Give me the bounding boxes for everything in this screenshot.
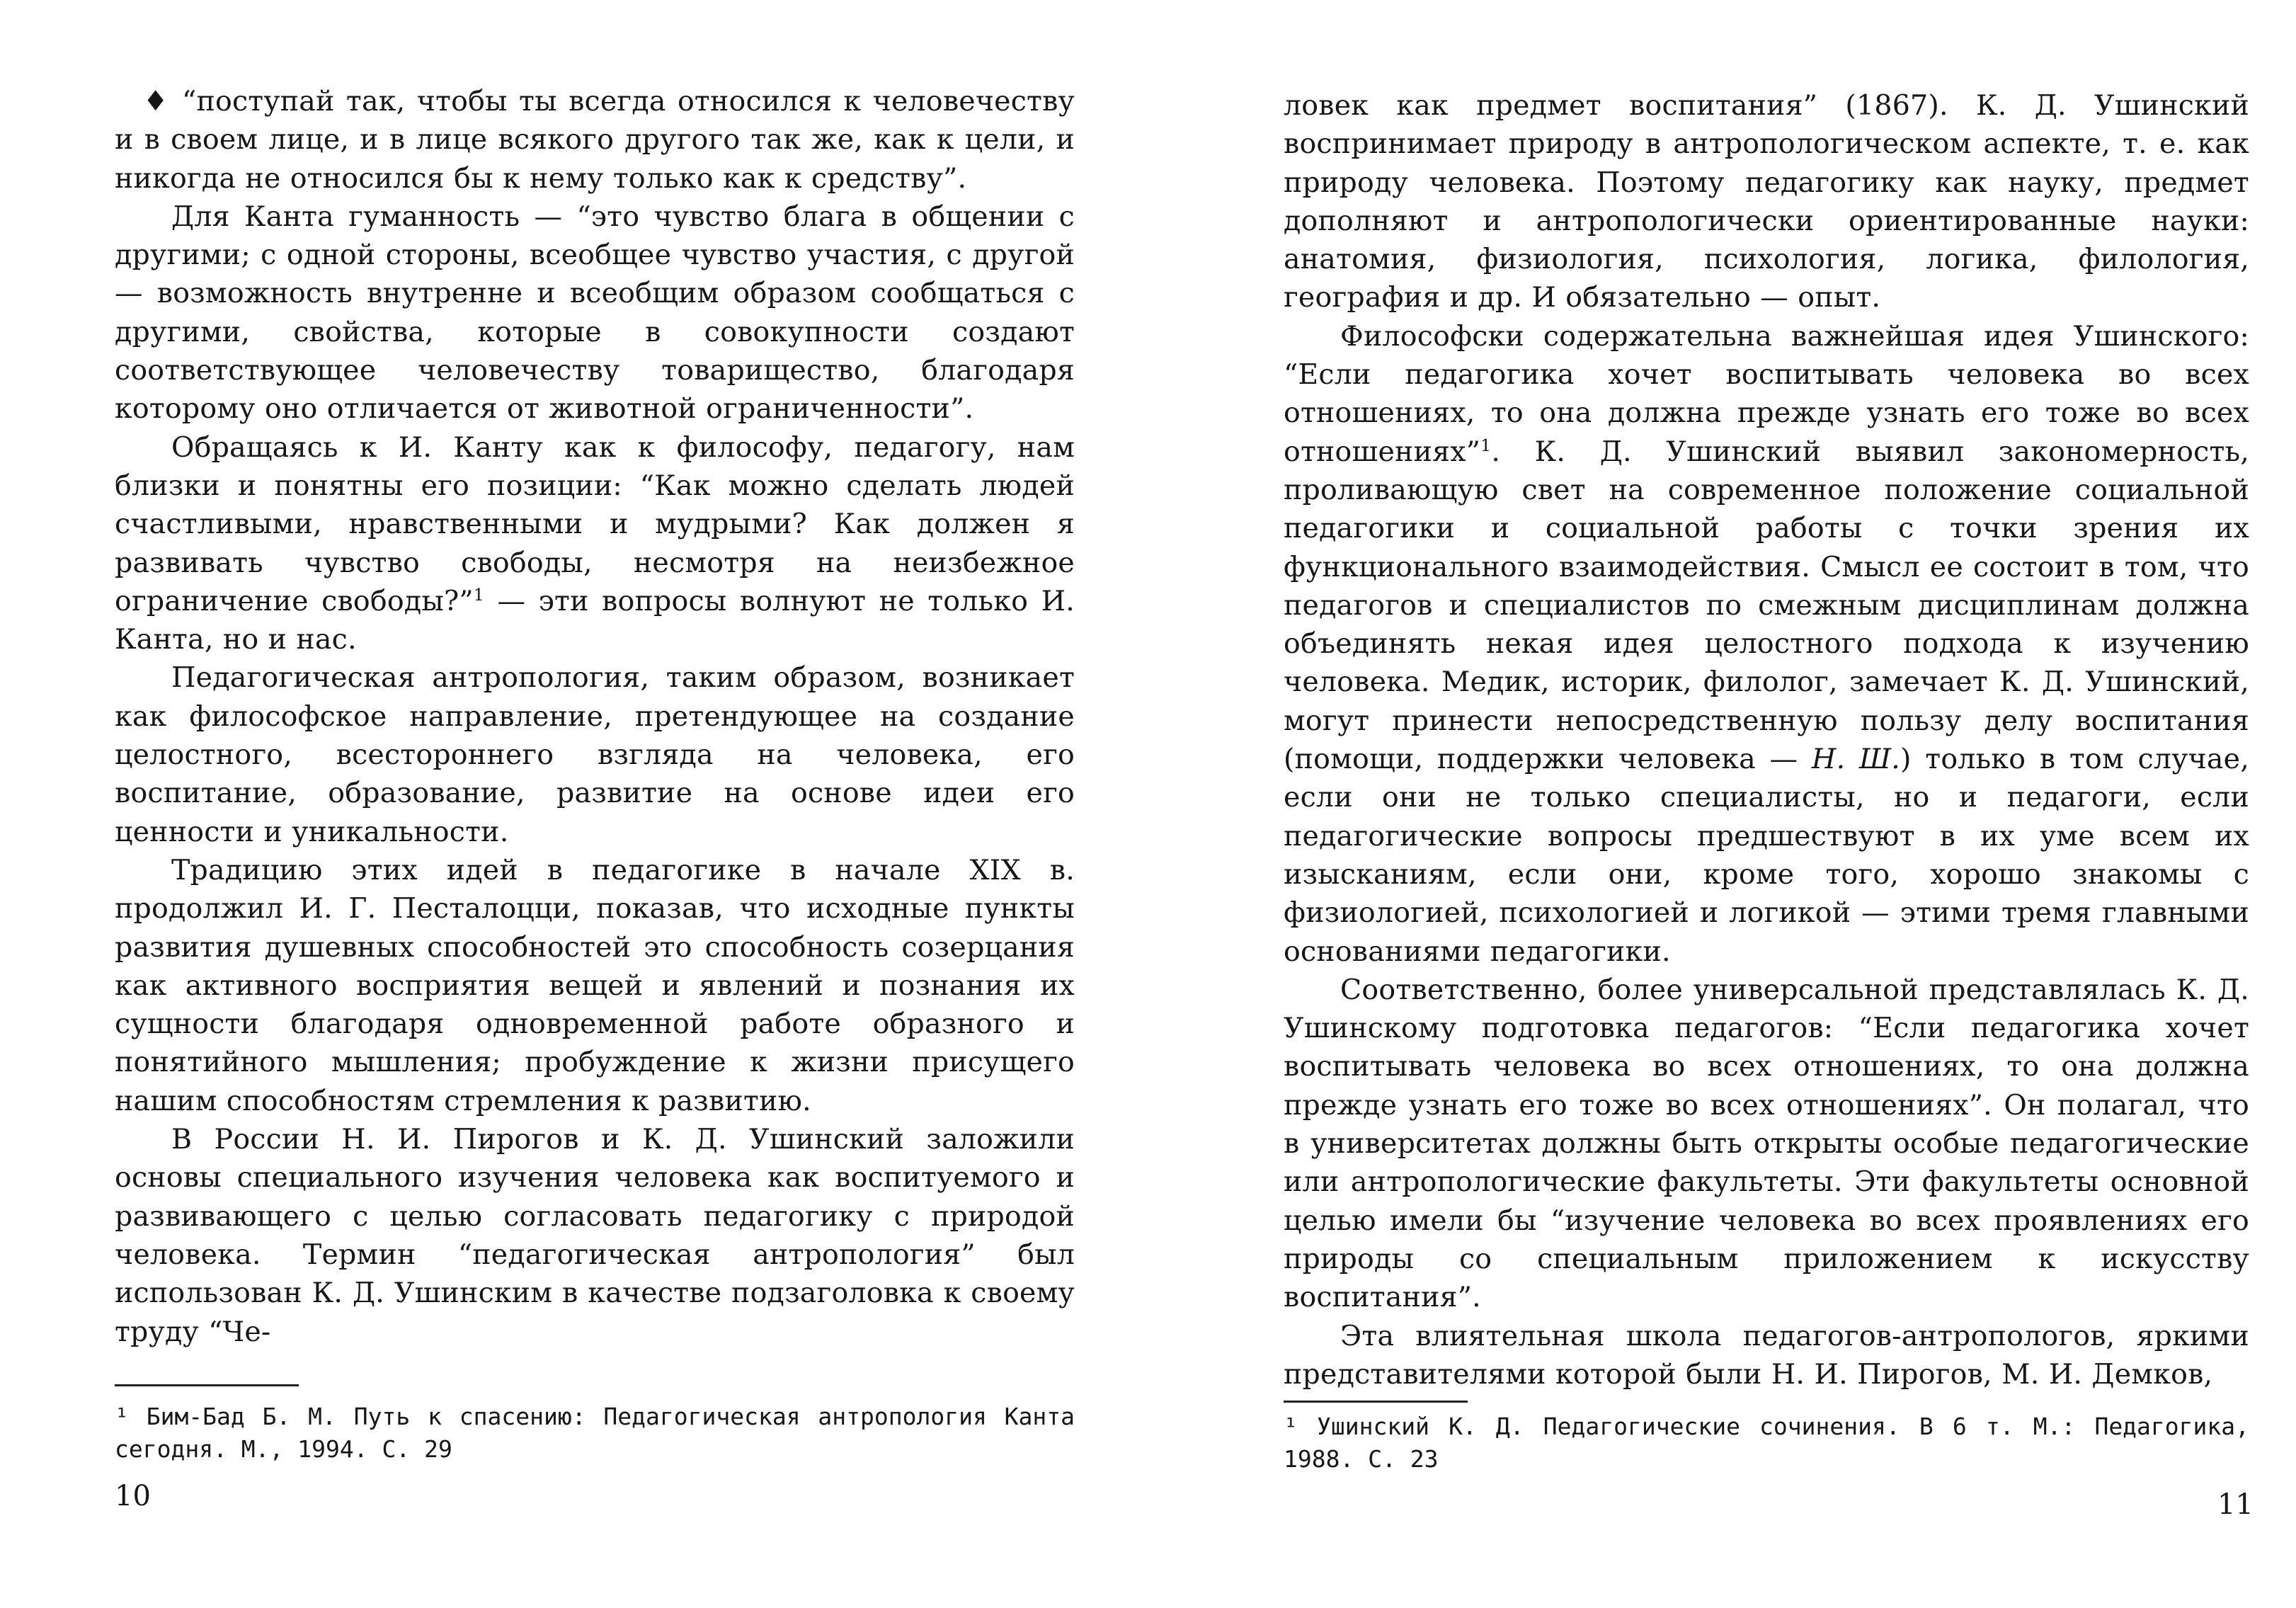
paragraph-ushinsky-continuation: ловек как предмет воспитания” (1867). К. Д. Ушинский воспринимает природу в антропологическом аспекте, т. е. как природу человека. Поэтому педагогику как науку, предмет дополняют и антропологически ориентированные науки: анатомия, физиология, психология, логика, филология, география и др. И обязательно — опыт. xyxy=(1284,89,2249,314)
footnote-separator xyxy=(115,1384,299,1386)
kant-questions-tail: — эти вопросы волнуют не только И. Канта, но и нас. xyxy=(115,584,1075,656)
kant-questions-text: Обращаясь к И. Канту как к философу, педагогу, нам близки и понятны его позиции: “Как можно сделать людей счастливыми, нравственными и мудрыми? Как должен я развивать чувство свободы, несмотря на неизбежное ограничение свободы?” xyxy=(115,430,1075,617)
right-page-text xyxy=(1284,86,2249,1393)
footnote-reference: 1 xyxy=(473,584,485,605)
paragraph-ushinsky-idea xyxy=(1284,317,2249,971)
ushinsky-idea-tail: ) только в том случае, если они не только специалисты, но и педагоги, если педагогические вопросы предшествуют в их уме всем их изысканиям, если они, кроме того, хорошо знакомы с физиологией, психологией и логикой — этими тремя главными основаниями педагогики. xyxy=(1284,743,2249,968)
left-page-text xyxy=(115,82,1075,1351)
ushinsky-idea-quote: Философски содержательна важнейшая идея Ушинского: “Если педагогика хочет воспитывать человека во всех отношениях, то она должна прежде узнать его тоже во всех отношениях” xyxy=(1284,319,2249,468)
paragraph-influential-school: Эта влиятельная школа педагогов-антропологов, яркими представителями которой были Н. И. Пирогов, М. И. Демков, xyxy=(1284,1319,2249,1391)
left-page xyxy=(0,0,1143,1608)
right-page xyxy=(1153,0,2296,1608)
page-number: 10 xyxy=(115,1480,151,1512)
page-number: 11 xyxy=(2217,1488,2254,1521)
paragraph-kant-questions xyxy=(115,428,1075,659)
footnote-separator xyxy=(1284,1401,1468,1403)
paragraph-russia-pirogov-ushinsky: В России Н. И. Пирогов и К. Д. Ушинский заложили основы специального изучения человека как воспитуемого и развивающего с целью согласовать педагогику с природой человека. Термин “педагогическая антропология” был использован К. Д. Ушинским в качестве подзаголовка к своему труду “Че- xyxy=(115,1123,1075,1348)
paragraph-pedagogical-anthropology: Педагогическая антропология, таким образом, возникает как философское направление, претендующее на создание целостного, всестороннего взгляда на человека, его воспитание, образование, развитие на основе идеи его ценности и уникальности. xyxy=(115,661,1075,848)
ushinsky-idea-text: . К. Д. Ушинский выявил закономерность, проливающую свет на современное положение социальной педагогики и социальной работы с точки зрения их функционального взаимодействия. Смысл ее состоит в том, что педагогов и специалистов по смежным дисциплинам должна объединять некая идея целостного подхода к изучению человека. Медик, историк, филолог, замечает К. Д. Ушинский, могут принести непосредственную пользу делу воспитания (помощи, поддержки человека — xyxy=(1284,435,2249,776)
paragraph-kant-imperative: ♦ “поступай так, чтобы ты всегда относился к человечеству и в своем лице, и в лице всякого другого так же, как к цели, и никогда не относился бы к нему только как к средству”. xyxy=(115,85,1075,195)
paragraph-kant-humanity: Для Канта гуманность — “это чувство блага в общении с другими; с одной стороны, всеобщее чувство участия, с другой — возможность внутренне и всеобщим образом сообщаться с другими, свойства, которые в совокупности создают соответствующее человечеству товарищество, благодаря которому оно отличается от животной ограниченности”. xyxy=(115,200,1075,426)
footnote: ¹ Бим-Бад Б. М. Путь к спасению: Педагогическая антропология Канта сегодня. М., 1994. С. 29 xyxy=(115,1403,1075,1463)
paragraph-teacher-training: Соответственно, более универсальной представлялась К. Д. Ушинскому подготовка педагогов: “Если педагогика хочет воспитывать человека во всех отношениях, то она должна прежде узнать его тоже во всех отношениях”. Он полагал, что в университетах должны быть открыты особые педагогические или антропологические факультеты. Эти факультеты основной целью имели бы “изучение человека во всех проявлениях его природы со специальным приложением к искусству воспитания”. xyxy=(1284,973,2249,1314)
paragraph-pestalozzi: Традицию этих идей в педагогике в начале XIX в. продолжил И. Г. Песталоцци, показав, что исходные пункты развития душевных способностей это способность созерцания как активного восприятия вещей и явлений и познания их сущности благодаря одновременной работе образного и понятийного мышления; пробуждение к жизни присущего нашим способностям стремления к развитию. xyxy=(115,853,1075,1117)
footnote-reference: 1 xyxy=(1480,435,1492,455)
author-initials: Н. Ш. xyxy=(1811,743,1901,776)
footnote: ¹ Ушинский К. Д. Педагогические сочинения. В 6 т. М.: Педагогика, 1988. С. 23 xyxy=(1284,1413,2249,1473)
